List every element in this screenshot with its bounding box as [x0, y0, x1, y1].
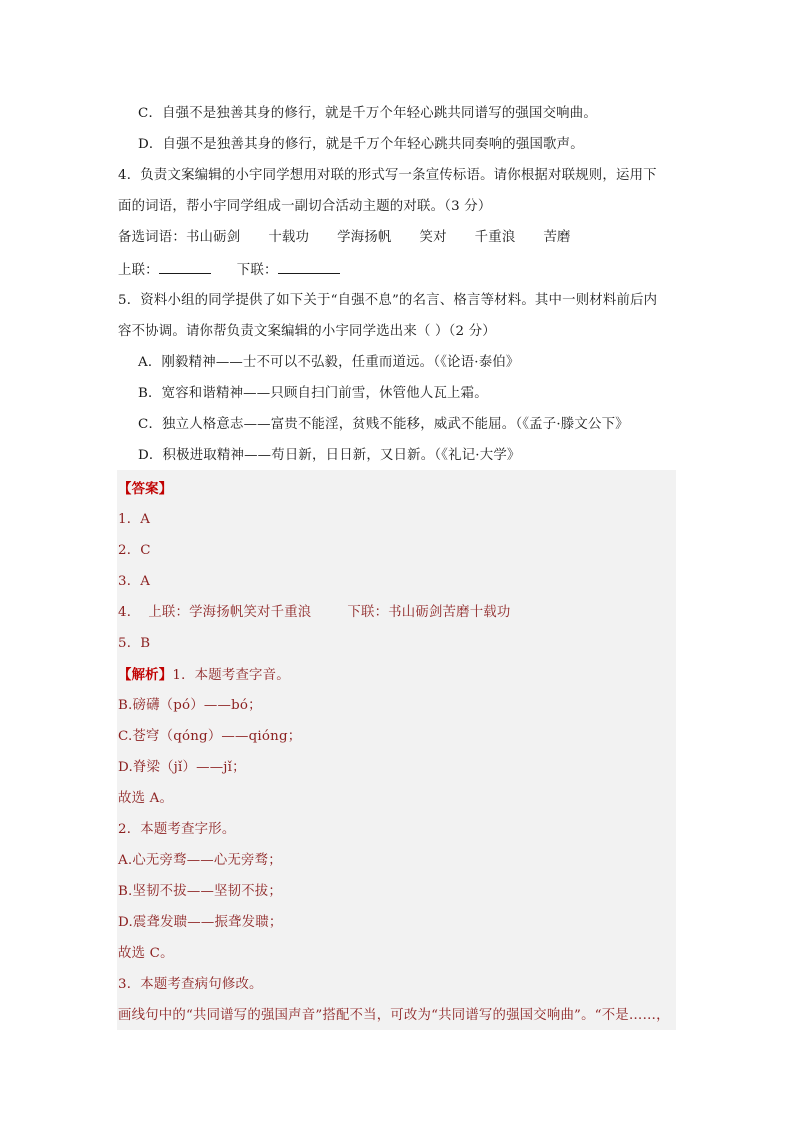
q5-option-a[interactable]: A．刚毅精神——士不可以不弘毅，任重而道远。（《论语·泰伯》 [138, 355, 520, 370]
analysis-heading: 【解析】 [118, 667, 173, 683]
q4-stem-line1: 4．负责文案编辑的小宇同学想用对联的形式写一条宣传标语。请你根据对联规则，运用下 [118, 168, 657, 183]
analysis-line-1 [118, 665, 290, 685]
lower-couplet-blank[interactable] [278, 259, 340, 274]
word-bank-item: 书山砺剑 [185, 230, 241, 245]
analysis-line-2: B.磅礴（pó）——bó； [118, 698, 262, 713]
word-bank-item: 十载功 [268, 230, 310, 245]
analysis-line-3: C.苍穹（qóng）——qióng； [118, 729, 302, 744]
answer-section [117, 470, 676, 1030]
analysis-line-8: B.坚韧不拔——坚韧不拔； [118, 884, 282, 899]
answer-4 [118, 603, 511, 623]
analysis-line-5: 故选 A。 [118, 791, 174, 806]
analysis-line-12: 画线句中的“共同谱写的强国声音”搭配不当，可改为“共同谱写的强国交响曲”。“不是……， [118, 1008, 670, 1023]
q4-stem-line2: 面的词语，帮小宇同学组成一副切合活动主题的对联。（3 分） [118, 199, 492, 214]
q4-couplet-blanks [118, 259, 340, 279]
q5-stem-line1: 5．资料小组的同学提供了如下关于“自强不息”的名言、格言等材料。其中一则材料前后内 [118, 293, 658, 308]
q4-word-bank [118, 228, 571, 248]
analysis-text: 1．本题考查字音。 [172, 668, 290, 683]
answer-4-lower: 下联：书山砺剑苦磨十载功 [347, 605, 511, 620]
lower-couplet-label: 下联： [236, 263, 278, 278]
answer-3: 3．A [118, 574, 151, 589]
analysis-line-9: D.震聋发聩——振聋发聩； [118, 915, 283, 930]
word-bank-item: 学海扬帆 [337, 230, 392, 245]
answer-4-number: 4． [118, 605, 141, 620]
analysis-line-11: 3．本题考查病句修改。 [118, 977, 263, 992]
answer-heading: 【答案】 [118, 481, 173, 497]
q5-option-d[interactable]: D．积极进取精神——苟日新，日日新，又日新。（《礼记·大学》 [138, 448, 521, 463]
word-bank-item: 苦磨 [543, 230, 571, 245]
q5-option-b[interactable]: B．宽容和谐精神——只顾自扫门前雪，休管他人瓦上霜。 [138, 386, 488, 401]
q5-option-c[interactable]: C．独立人格意志——富贵不能淫，贫贱不能移，威武不能屈。（《孟子·滕文公下》 [138, 417, 629, 432]
analysis-line-10: 故选 C。 [118, 946, 174, 961]
q3-option-c[interactable]: C．自强不是独善其身的修行，就是千万个年轻心跳共同谱写的强国交响曲。 [138, 106, 597, 121]
answer-1: 1．A [118, 512, 151, 527]
answer-2: 2．C [118, 543, 151, 558]
analysis-line-7: A.心无旁骛——心无旁骛； [118, 853, 282, 868]
upper-couplet-blank[interactable] [159, 259, 211, 274]
analysis-line-4: D.脊梁（jǐ）——jǐ； [118, 760, 246, 775]
q5-stem-line2: 容不协调。请你帮负责文案编辑的小宇同学选出来（ ）（2 分） [118, 324, 496, 339]
answer-4-upper: 上联：学海扬帆笑对千重浪 [148, 605, 312, 620]
word-bank-item: 千重浪 [474, 230, 516, 245]
analysis-line-6: 2．本题考查字形。 [118, 822, 236, 837]
word-bank-label: 备选词语： [118, 230, 186, 245]
upper-couplet-label: 上联： [118, 263, 159, 278]
answer-5: 5．B [118, 636, 151, 651]
q3-option-d[interactable]: D．自强不是独善其身的修行，就是千万个年轻心跳共同奏响的强国歌声。 [138, 137, 584, 152]
word-bank-item: 笑对 [419, 230, 447, 245]
